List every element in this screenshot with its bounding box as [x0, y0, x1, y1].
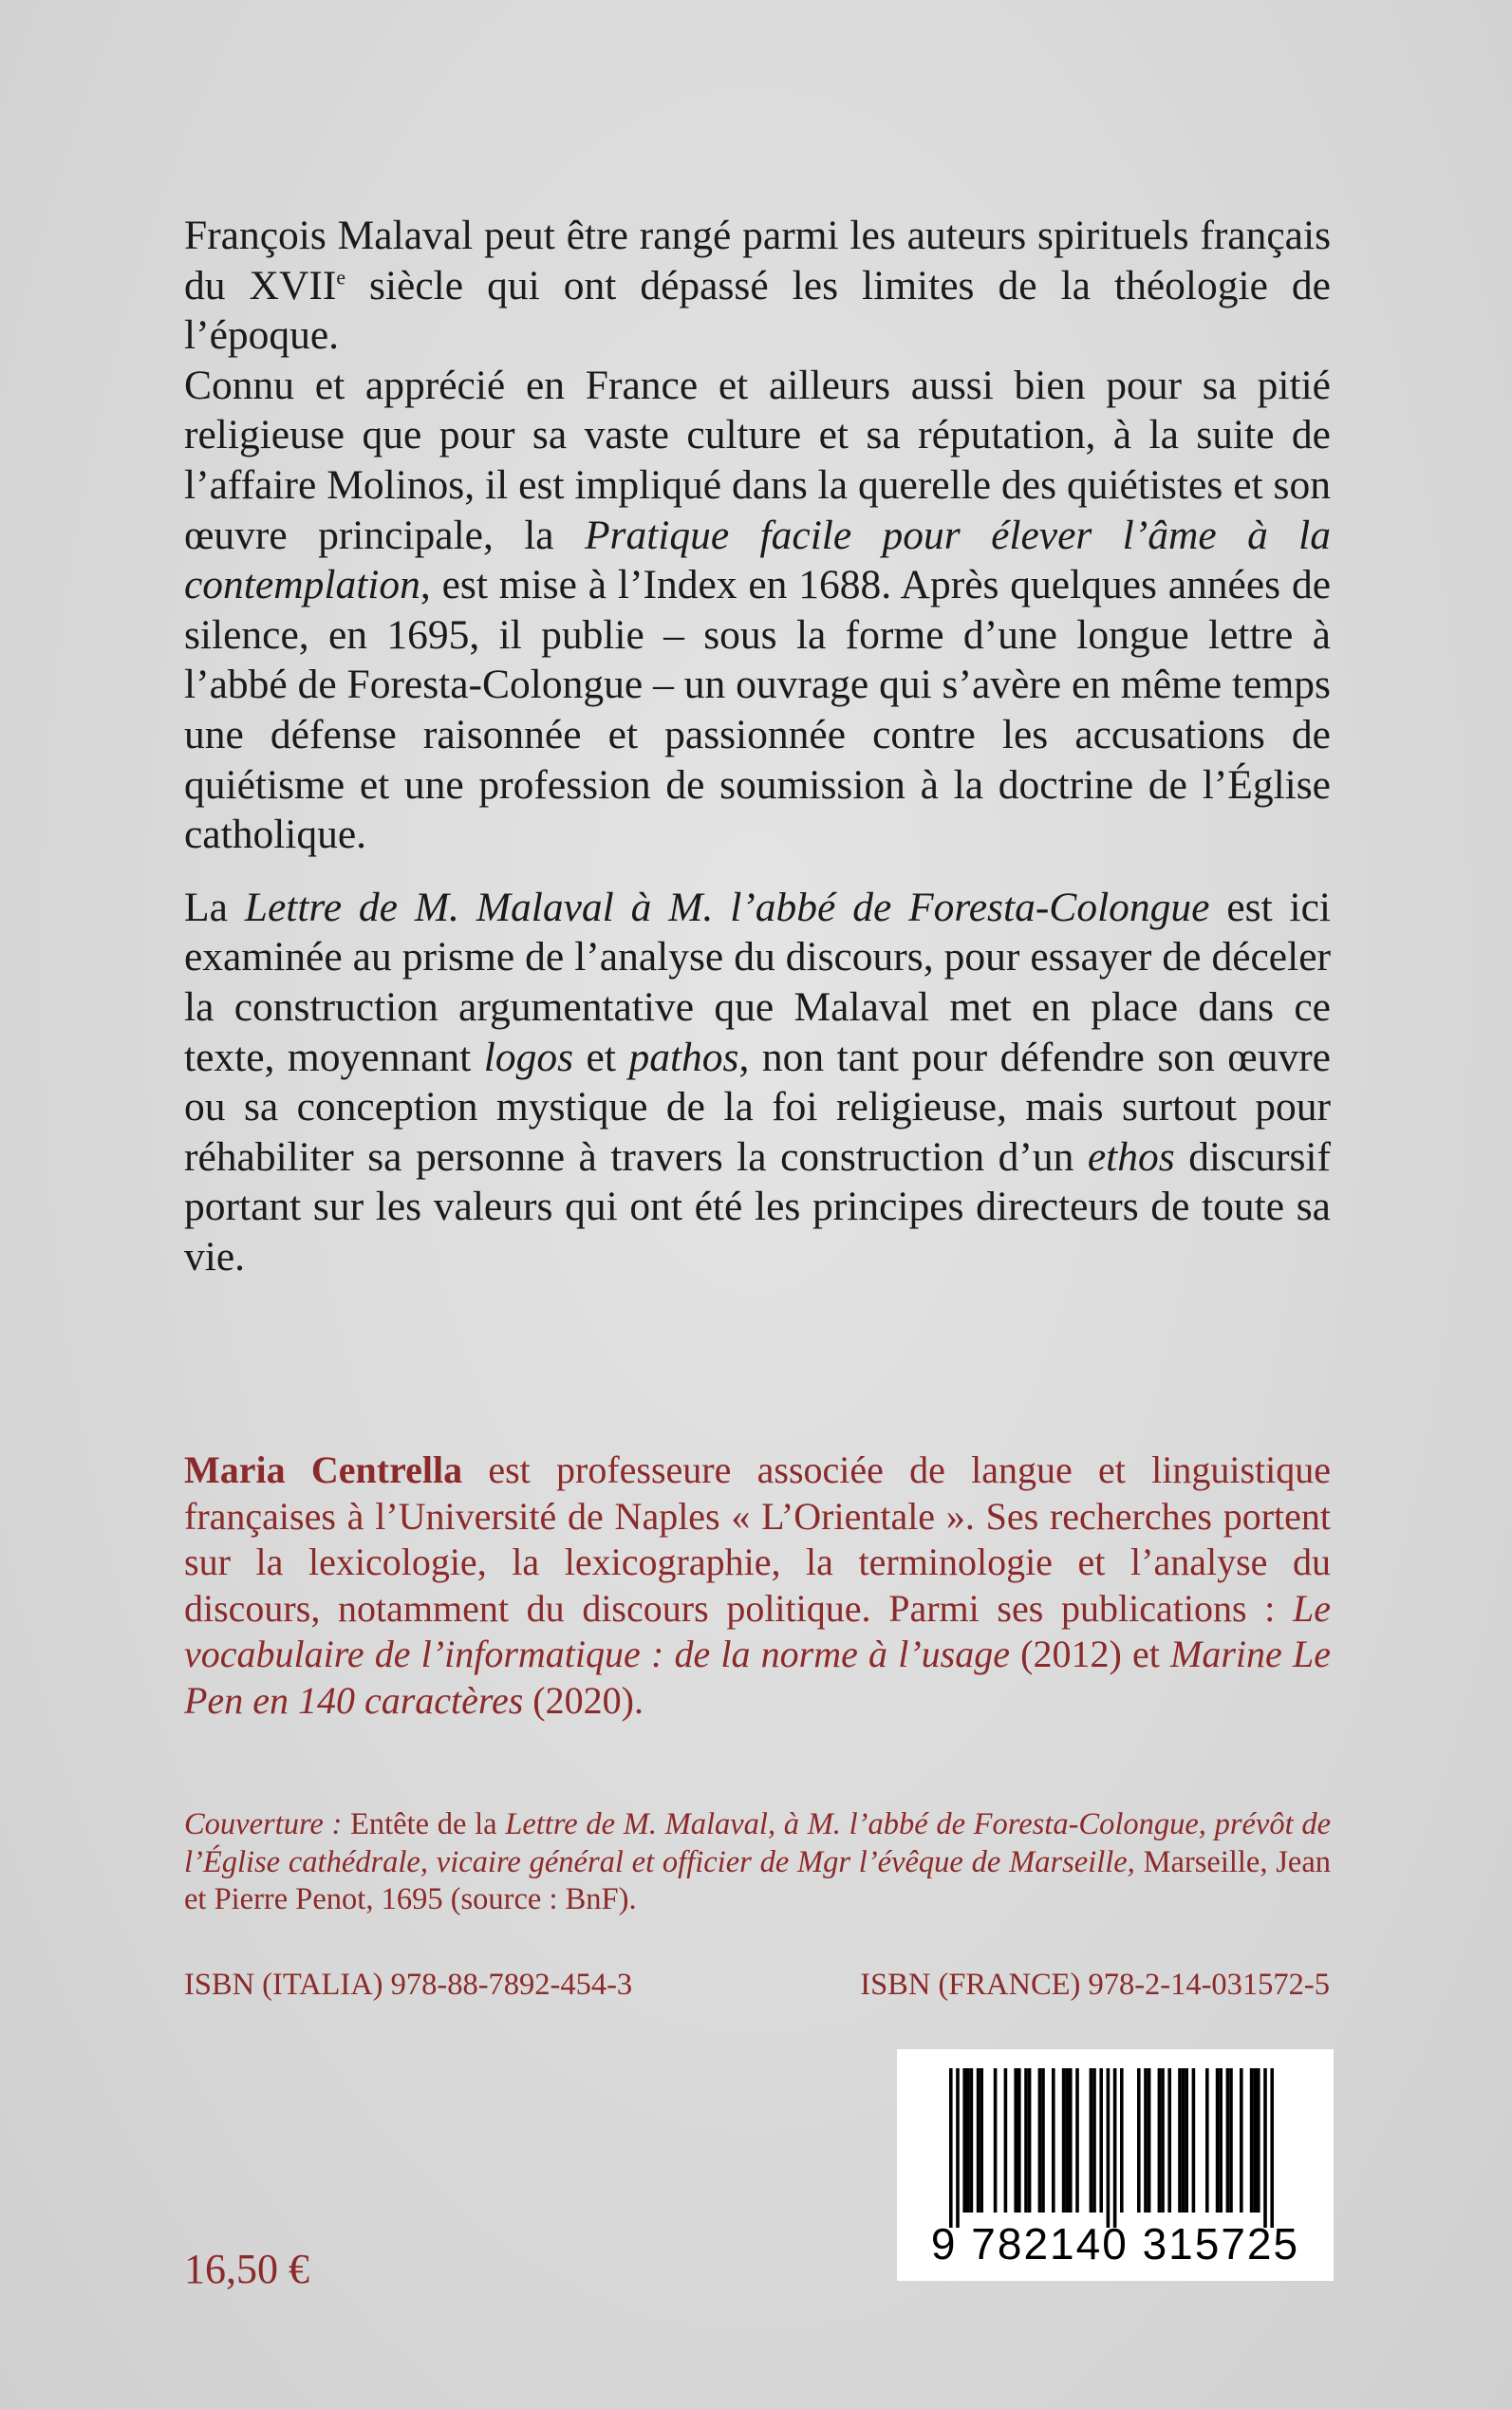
barcode-bar	[1219, 2068, 1223, 2213]
barcode-bar	[994, 2068, 998, 2213]
barcode-bar	[1014, 2068, 1017, 2213]
barcode-bar	[1137, 2068, 1141, 2213]
description	[184, 211, 1331, 1281]
barcode-bar	[1052, 2068, 1055, 2213]
barcode-bar	[1017, 2068, 1021, 2213]
barcode-bar	[1240, 2068, 1243, 2213]
barcode-bar	[1069, 2068, 1073, 2213]
barcode-bar	[1107, 2068, 1111, 2228]
author-name: Maria Centrella	[184, 1448, 463, 1491]
barcode-bar	[1205, 2068, 1209, 2213]
barcode-bar	[949, 2068, 953, 2228]
barcode-bar	[1148, 2068, 1151, 2213]
barcode-bar	[1192, 2068, 1196, 2213]
barcode-bar	[1144, 2068, 1148, 2213]
isbn-italia: ISBN (ITALIA) 978-88-7892-454-3	[184, 1968, 633, 2002]
barcode-bar	[1041, 2068, 1045, 2213]
barcode-bar	[977, 2068, 980, 2213]
barcode-bar	[1062, 2068, 1066, 2213]
barcode-bar	[1092, 2068, 1096, 2213]
barcode-bar	[1090, 2068, 1093, 2213]
barcode-bar	[1178, 2068, 1182, 2213]
barcode-bar	[1182, 2068, 1185, 2213]
barcode-bar	[1065, 2068, 1069, 2213]
barcode-bar	[1028, 2068, 1032, 2213]
barcode-bar	[1004, 2068, 1008, 2213]
barcode-bar	[1216, 2068, 1220, 2213]
price: 16,50 €	[184, 2246, 309, 2292]
barcode-bar	[1229, 2068, 1233, 2213]
description-paragraph-2: Connu et apprécié en France et ailleurs aussi bien pour sa pitié religieuse que pour sa vaste culture et sa réputation, à la suite de l’affaire Molinos, il est impliqué dans la querelle des quiétistes et son œuvre principale, la Pratique facile pour élever l’âme à la contemplation, est mise à l’Index en 1688. Après quelques années de silence, en 1695, il publie – sous la forme d’une longue lettre à l’abbé de Foresta-Colongue – un ouvrage qui s’avère en même temps une défense raisonnée et passionnée contre les accusations de quiétisme et une profession de soumission à la doctrine de l’Église catholique.	[184, 362, 1332, 858]
barcode-bar	[1226, 2068, 1230, 2213]
barcode-bar	[962, 2068, 966, 2213]
author-bio: Maria Centrella est professeure associée de langue et linguistique françaises à l’Université de Naples « L’Orientale ». Ses recherches portent sur la lexicologie, la lexicographie, la terminologie et l’analyse du discours, notamment du discours politique. Parmi ses publications : Le vocabulaire de l’informatique : de la norme à l’usage (2012) et Marine Le Pen en 140 caractères (2020).	[184, 1448, 1331, 1722]
barcode-bar	[1075, 2068, 1079, 2213]
description-paragraph-3: La Lettre de M. Malaval à M. l’abbé de Foresta-Colongue est ici examinée au prisme de l’analyse du discours, pour essayer de déceler la construction argumentative que Malaval met en place dans ce texte, moyennant logos et pathos, non tant pour défendre son œuvre ou sa conception mystique de la foi religieuse, mais surtout pour réhabiliter sa personne à travers la construction d’un ethos discursif portant sur les valeurs qui ont été les principes directeurs de toute sa vie.	[184, 884, 1331, 1279]
barcode-bar	[1263, 2068, 1267, 2228]
barcode-bar	[956, 2068, 960, 2228]
barcode-bar	[970, 2068, 974, 2213]
barcode-bar	[980, 2068, 983, 2213]
barcode-bar	[1250, 2068, 1254, 2213]
barcode	[897, 2049, 1334, 2281]
barcode-bar	[1024, 2068, 1028, 2213]
barcode-bar	[1158, 2068, 1162, 2213]
barcode-bar	[1253, 2068, 1257, 2213]
isbn-france: ISBN (FRANCE) 978-2-14-031572-5	[860, 1968, 1330, 2002]
barcode-number: 9 782140 315725	[930, 2219, 1300, 2269]
cover-credit: Couverture : Entête de la Lettre de M. Malaval, à M. l’abbé de Foresta-Colongue, prévôt de l’Église cathédrale, vicaire général et officier de Mgr l’évêque de Marseille, Marseille, Jean et Pierre Penot, 1695 (source : BnF).	[184, 1807, 1332, 1916]
barcode-bar	[1270, 2068, 1274, 2228]
description-paragraph-1: François Malaval peut être rangé parmi les auteurs spirituels français du XVIIe siècle qui ont dépassé les limites de la théologie de l’époque.	[184, 213, 1331, 359]
barcode-bar	[1038, 2068, 1042, 2213]
barcode-bar	[1257, 2068, 1260, 2213]
barcode-bar	[1120, 2068, 1124, 2213]
barcode-bar	[1161, 2068, 1165, 2213]
barcode-bar	[1099, 2068, 1103, 2213]
barcode-bar	[1167, 2068, 1171, 2213]
barcode-bar	[1113, 2068, 1117, 2228]
barcode-bar	[966, 2068, 970, 2213]
barcode-bar	[1185, 2068, 1188, 2213]
